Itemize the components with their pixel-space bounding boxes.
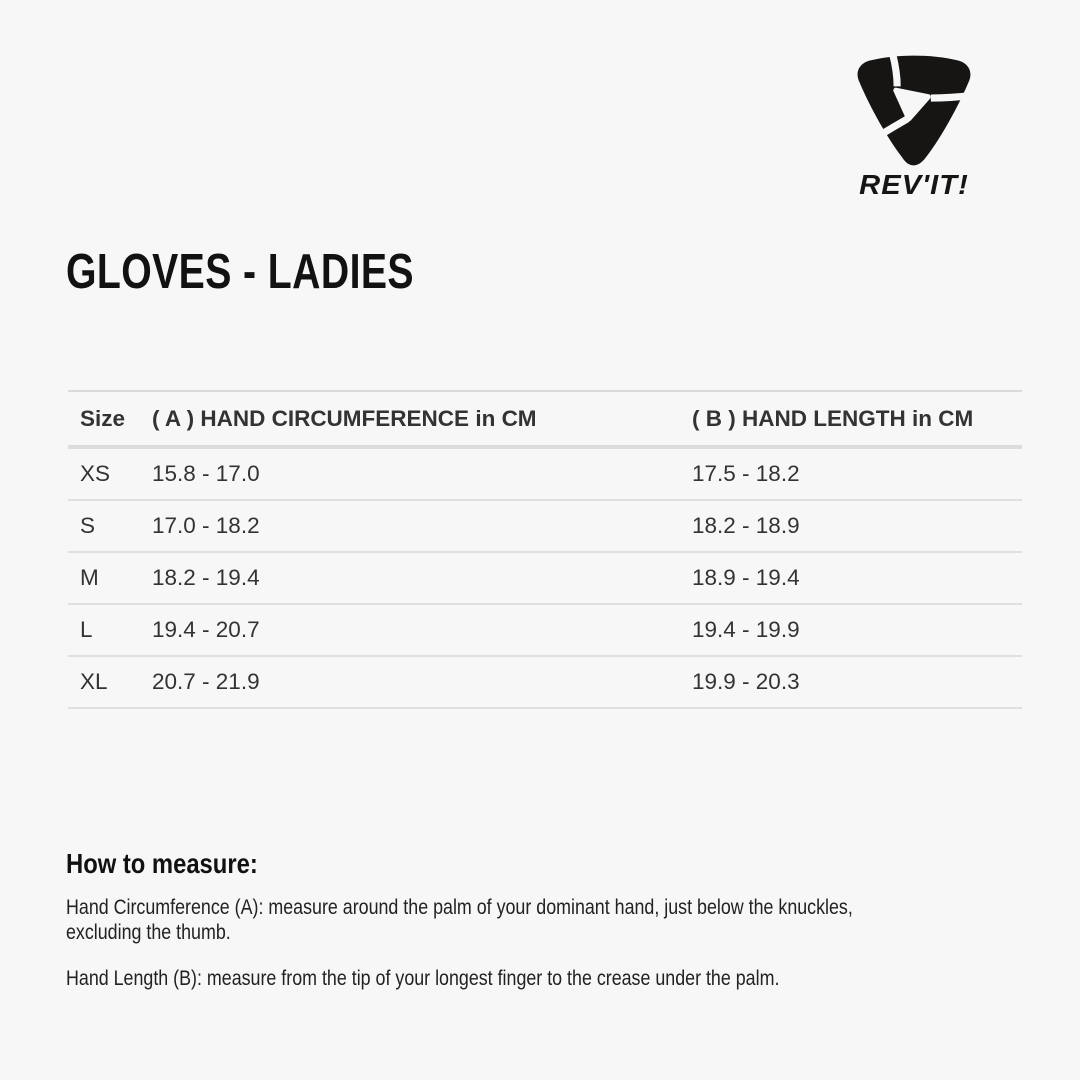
circumference-cell: 15.8 - 17.0 xyxy=(152,447,692,500)
how-to-measure-section xyxy=(66,848,1066,1012)
header-hand-circumference: ( A ) HAND CIRCUMFERENCE in CM xyxy=(152,391,692,447)
length-cell: 19.9 - 20.3 xyxy=(692,656,1022,708)
circumference-cell: 20.7 - 21.9 xyxy=(152,656,692,708)
header-hand-length: ( B ) HAND LENGTH in CM xyxy=(692,391,1022,447)
length-cell: 19.4 - 19.9 xyxy=(692,604,1022,656)
page-title: GLOVES - LADIES xyxy=(66,245,414,299)
how-to-measure-heading: How to measure: xyxy=(66,848,258,879)
circumference-cell: 18.2 - 19.4 xyxy=(152,552,692,604)
circumference-cell: 17.0 - 18.2 xyxy=(152,500,692,552)
length-cell: 18.2 - 18.9 xyxy=(692,500,1022,552)
revit-shield-icon xyxy=(848,54,980,168)
brand-logo xyxy=(838,54,990,201)
size-table-header-row xyxy=(68,391,1022,447)
size-cell: M xyxy=(68,552,152,604)
header-size: Size xyxy=(68,391,152,447)
circumference-cell: 19.4 - 20.7 xyxy=(152,604,692,656)
size-cell: XS xyxy=(68,447,152,500)
size-cell: XL xyxy=(68,656,152,708)
size-table xyxy=(68,390,1022,709)
table-row xyxy=(68,447,1022,500)
hand-circumference-instruction: Hand Circumference (A): measure around the palm of your dominant hand, just below the knuckles, excluding the thumb. xyxy=(66,896,853,944)
length-cell: 17.5 - 18.2 xyxy=(692,447,1022,500)
hand-length-instruction: Hand Length (B): measure from the tip of your longest finger to the crease under the palm. xyxy=(66,967,780,990)
brand-logo-text: REV'IT! xyxy=(859,169,969,200)
table-row xyxy=(68,604,1022,656)
size-cell: S xyxy=(68,500,152,552)
table-row xyxy=(68,656,1022,708)
length-cell: 18.9 - 19.4 xyxy=(692,552,1022,604)
table-row xyxy=(68,500,1022,552)
size-cell: L xyxy=(68,604,152,656)
table-row xyxy=(68,552,1022,604)
